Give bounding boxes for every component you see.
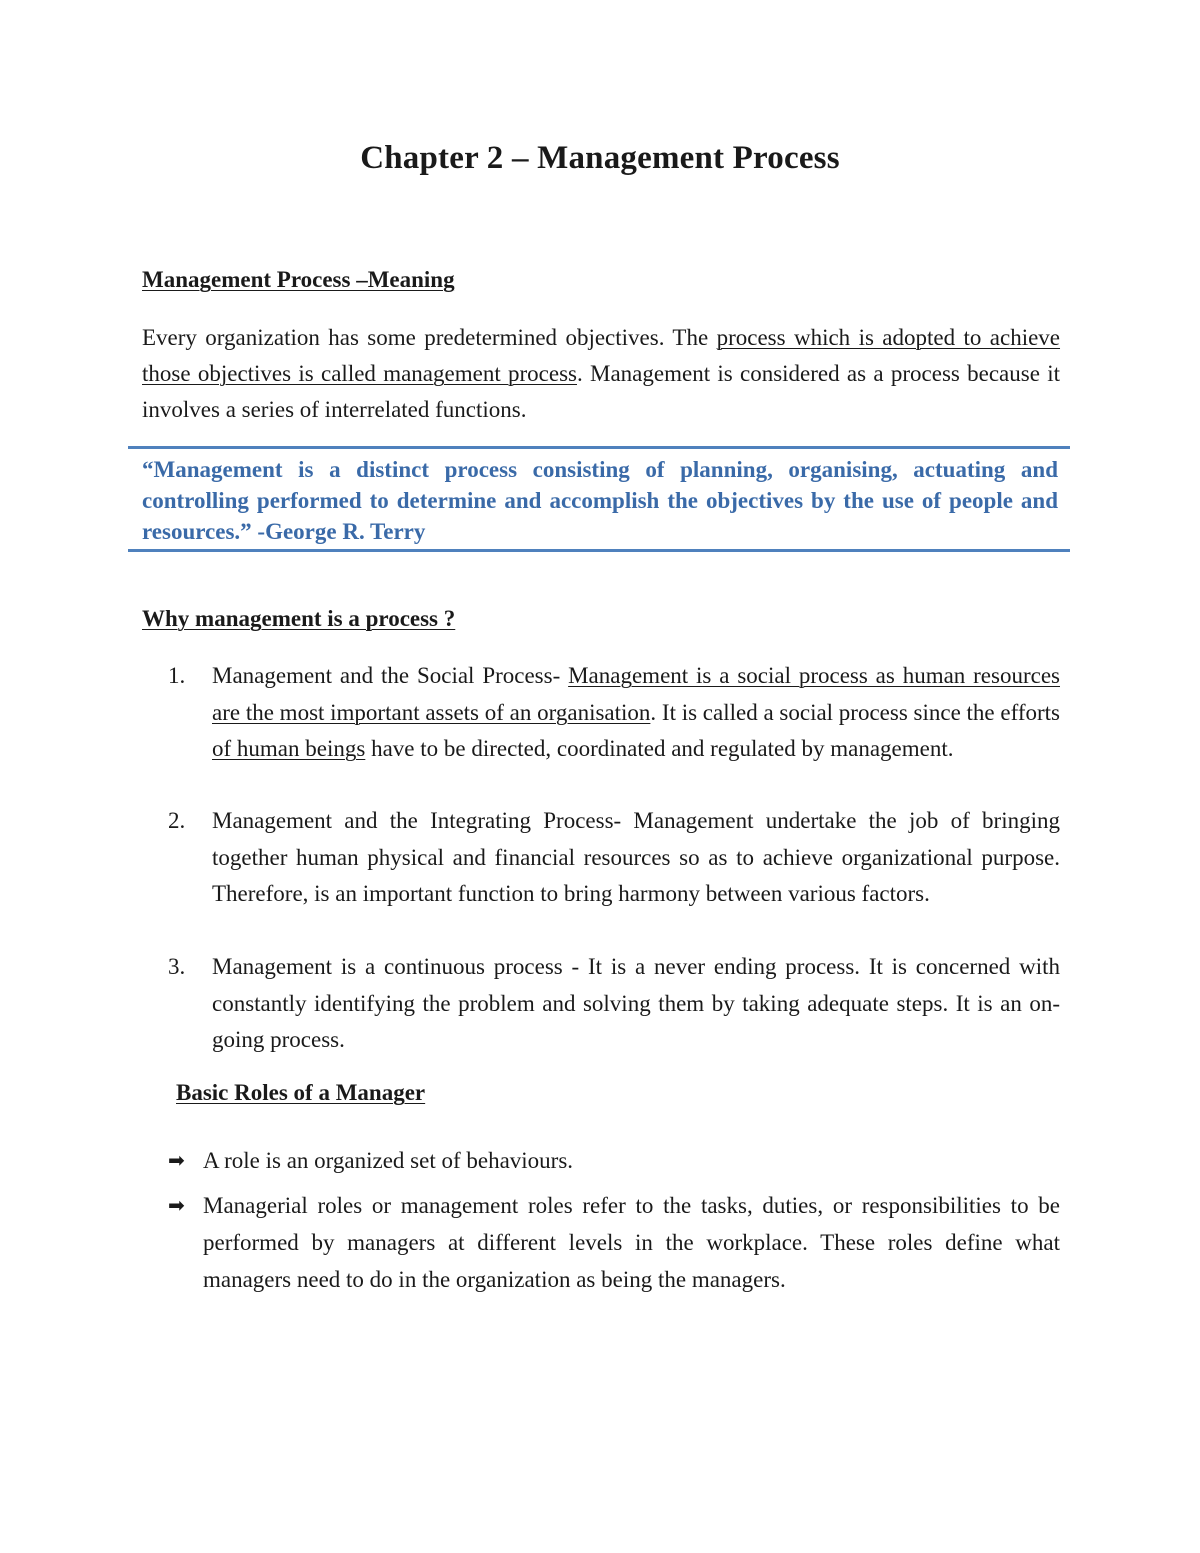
quote-box	[128, 446, 1070, 552]
list-item-text: Management and the Integrating Process- Management undertake the job of bringing together human physical and financial resources so as to achieve organizational purpose. Therefore, is an important function to bring harmony between various factors.	[212, 808, 1060, 906]
bullet-text: A role is an organized set of behaviours.	[203, 1148, 574, 1173]
right-arrow-icon: ➡	[168, 1148, 185, 1172]
list-item-text: Management is a continuous process - It is a never ending process. It is concerned with constantly identifying the problem and solving them by taking adequate steps. It is an on-going process.	[212, 954, 1060, 1052]
terry-quote	[142, 454, 1058, 547]
list-number: 1.	[168, 663, 186, 688]
section-heading-why-process: Why management is a process ?	[142, 606, 456, 631]
right-arrow-icon: ➡	[168, 1193, 185, 1217]
list-item-mid-text: . It is called a social process since the efforts	[650, 699, 1061, 725]
section-heading-meaning: Management Process –Meaning	[142, 267, 455, 292]
list-item-underlined-phrase: of human beings	[212, 736, 366, 761]
section-heading-basic-roles: Basic Roles of a Manager	[176, 1080, 426, 1105]
list-number: 3.	[168, 954, 186, 979]
meaning-text-start: Every organization has some predetermined objectives. The	[142, 325, 717, 350]
meaning-underlined-definition: process which is adopted to achieve those objectives is called management process	[142, 325, 1061, 386]
quote-text: “Management is a distinct process consisting of planning, organising, actuating and controlling performed to determine and accomplish the objectives by the use of people and resources.”	[142, 457, 1058, 544]
list-item-tail-text: have to be directed, coordinated and regulated by management.	[365, 736, 954, 761]
bullet-text: Managerial roles or management roles refer to the tasks, duties, or responsibilities to be performed by managers at different levels in the workplace. These roles define what managers need to do in the organization as being the managers.	[203, 1193, 1060, 1292]
meaning-text-end: . Management is considered as a process because it involves a series of interrelated functions.	[142, 361, 1060, 422]
quote-author: -George R. Terry	[251, 519, 426, 544]
meaning-paragraph	[142, 320, 1060, 428]
list-number: 2.	[168, 808, 186, 833]
page-title: Chapter 2 – Management Process	[360, 140, 840, 176]
list-item-underlined-text: Management is a social process as human resources are the most important assets of an organisation	[212, 663, 1060, 725]
list-item-lead: Management and the Social Process-	[212, 663, 569, 688]
list-item-text	[212, 658, 1060, 768]
